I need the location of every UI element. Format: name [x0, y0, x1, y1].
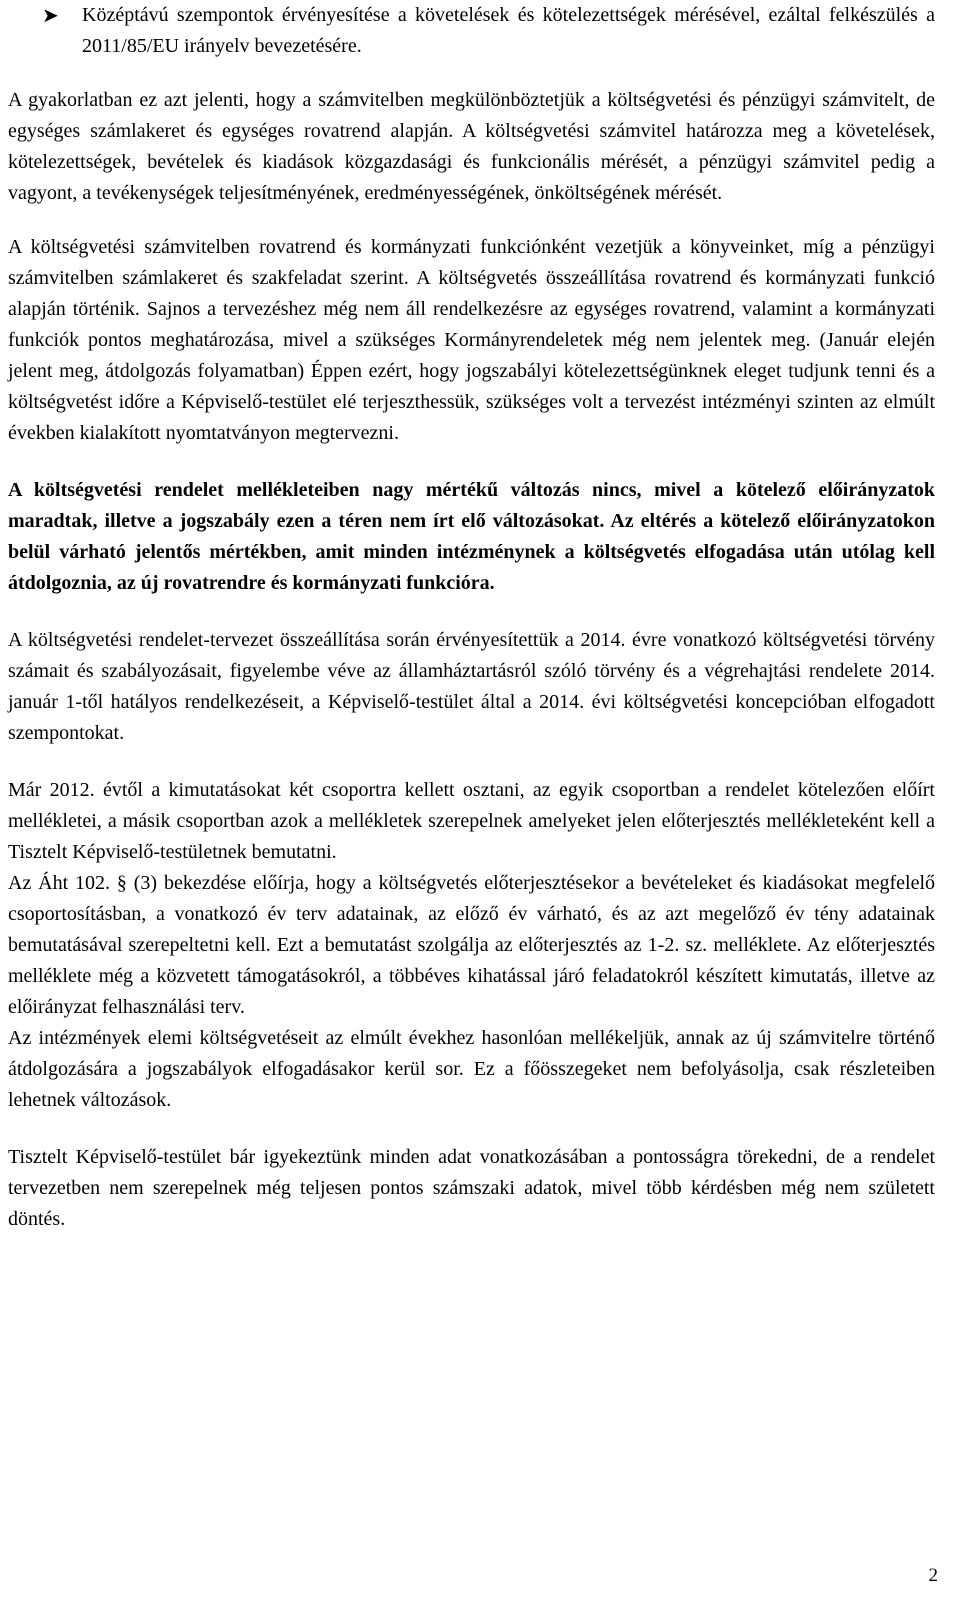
spacer [8, 599, 935, 625]
paragraph-closing-note: Tisztelt Képviselő-testület bár igyekeztünk minden adat vonatkozásában a pontosságra törekedni, de a rendelet tervezetben nem szerepelnek még teljesen pontos számszaki adatok, mivel több kérdésben még nem született döntés. [8, 1146, 935, 1230]
page-number: 2 [928, 1565, 938, 1586]
spacer [8, 449, 935, 475]
paragraph-annex-changes-bold: A költségvetési rendelet mellékleteiben nagy mértékű változás nincs, mivel a kötelező előirányzatok maradtak, illetve a jogszabály ezen a téren nem írt elő változásokat. Az eltérés a kötelező előirányzatokon belül várható jelentős mértékben, amit minden intézménynek a költségvetés elfogadása után utólag kell átdolgoznia, az új rovatrendre és kormányzati funkcióra. [8, 479, 935, 594]
spacer [8, 209, 935, 232]
paragraph-accounting-practice: A gyakorlatban ez azt jelenti, hogy a számvitelben megkülönböztetjük a költségvetési és pénzügyi számvitelt, de egységes számlakeret és egységes rovatrend alapján. A költségvetési számvitel határozza meg a követelések, kötelezettségek, bevételek és kiadások közgazdasági és funkcionális mérését, a pénzügyi számvitel pedig a vagyont, a tevékenységek teljesítményének, eredményességének, önköltségének mérését. [8, 89, 935, 204]
spacer [8, 1116, 935, 1142]
bullet-text: Középtávú szempontok érvényesítése a követelések és kötelezettségek mérésével, ezáltal felkészülés a 2011/85/EU irányelv bevezetésére. [82, 4, 935, 57]
paragraph-budget-accounting: A költségvetési számvitelben rovatrend és kormányzati funkciónként vezetjük a könyveinket, míg a pénzügyi számvitelben számlakeret és szakfeladat szerint. A költségvetés összeállítása rovatrend és kormányzati funkció alapján történik. Sajnos a tervezéshez még nem áll rendelkezésre az egységes rovatrend, valamint a kormányzati funkciók pontos meghatározása, mivel a szükséges Kormányrendeletek még nem jelentek meg. (Január elején jelent meg, átdolgozás folyamatban) Éppen ezért, hogy jogszabályi kötelezettségünknek eleget tudjunk tenni és a költségvetést időre a Képviselő-testület elé terjeszthessük, szükséges volt a tervezést intézményi szinten az elmúlt években kialakított nyomtatványon megtervezni. [8, 236, 935, 444]
paragraph-draft-regulation: A költségvetési rendelet-tervezet összeállítása során érvényesítettük a 2014. évre vonatkozó költségvetési törvény számait és szabályozásait, figyelembe véve az államháztartásról szóló törvény és a végrehajtási rendelete 2014. január 1-től hatályos rendelkezéseit, a Képviselő-testület által a 2014. évi költségvetési koncepcióban elfogadott szempontokat. [8, 629, 935, 744]
spacer [8, 749, 935, 775]
paragraph-statements-groups: Már 2012. évtől a kimutatásokat két csoportra kellett osztani, az egyik csoportban a rendelet kötelezően előírt mellékletei, a másik csoportban azok a mellékletek szerepelnek amelyeket jelen előterjesztés mellékleteként kell a Tisztelt Képviselő-testületnek bemutatni. [8, 779, 935, 863]
spacer [8, 62, 935, 85]
arrow-bullet-icon: ➤ [42, 3, 59, 27]
bullet-list-item [42, 0, 935, 62]
paragraph-institution-budgets: Az intézmények elemi költségvetéseit az elmúlt évekhez hasonlóan mellékeljük, annak az új számvitelre történő átdolgozására a jogszabályok elfogadásakor kerül sor. Ez a főösszegeket nem befolyásolja, csak részleteiben lehetnek változások. [8, 1027, 935, 1111]
document-page [8, 0, 935, 1235]
paragraph-aht-102: Az Áht 102. § (3) bekezdése előírja, hogy a költségvetés előterjesztésekor a bevételeket és kiadásokat megfelelő csoportosításban, a vonatkozó év terv adatainak, az előző év várható, és az azt megelőző év tény adatainak bemutatásával szerepeltetni kell. Ezt a bemutatást szolgálja az előterjesztés az 1-2. sz. melléklete. Az előterjesztés melléklete még a közvetett támogatásokról, a többéves kihatással járó feladatokról készített kimutatás, illetve az előirányzat felhasználási terv. [8, 872, 935, 1018]
